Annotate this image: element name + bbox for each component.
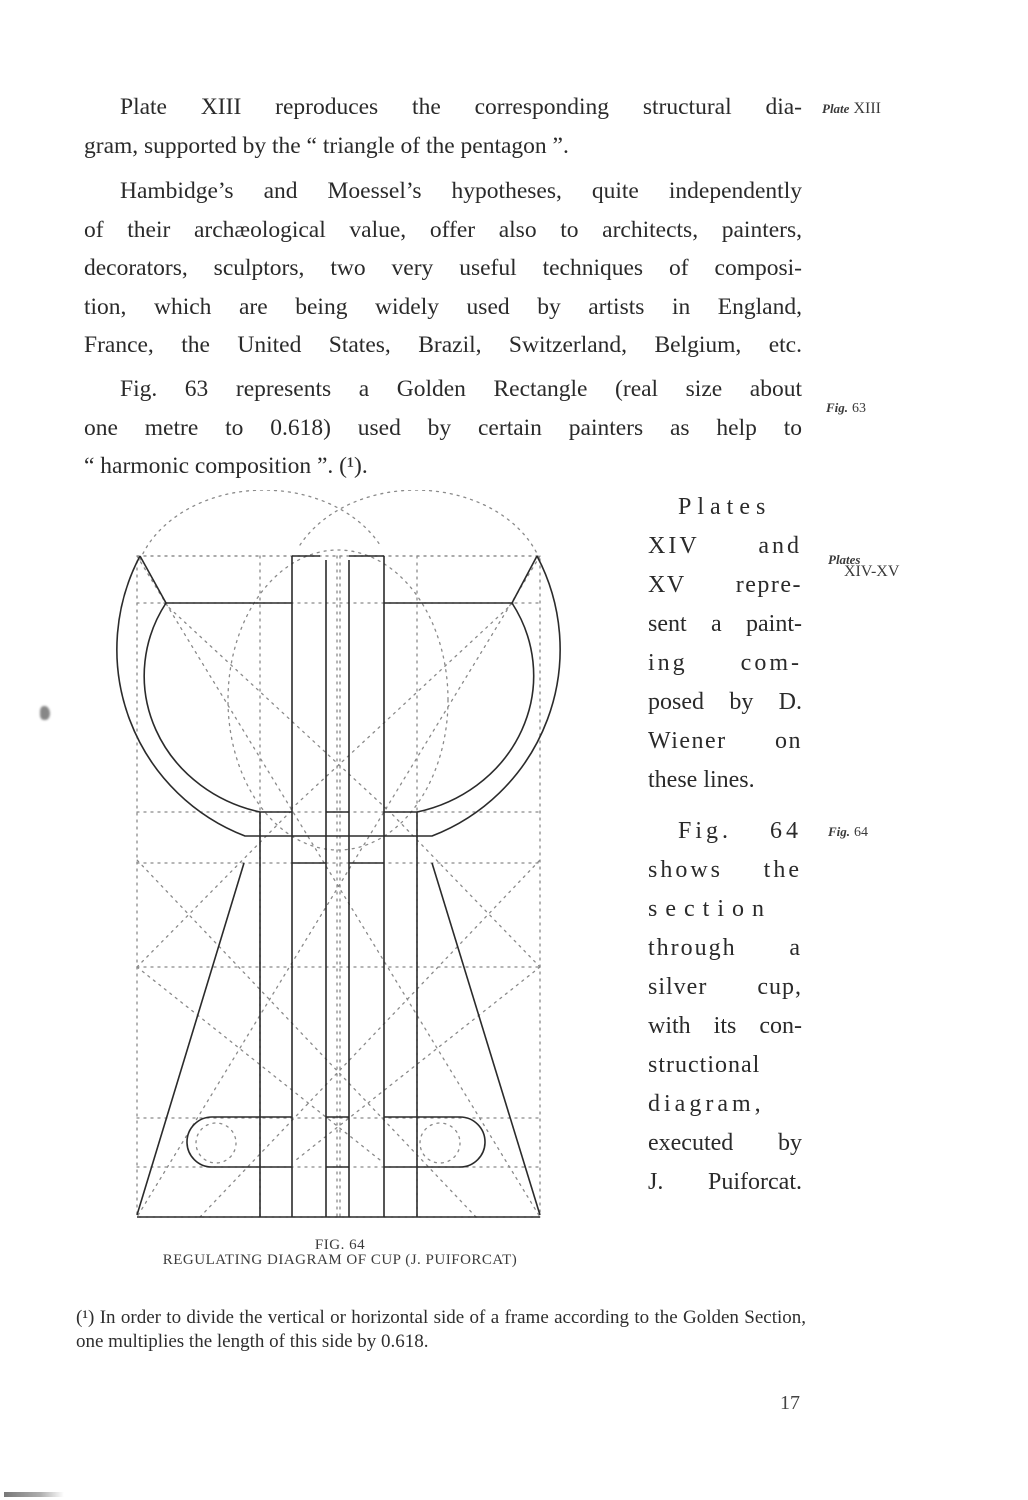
text-line: executed by: [648, 1130, 802, 1156]
margin-note-number: XIV-XV: [844, 563, 900, 580]
footnote: [76, 1306, 806, 1354]
margin-note-label: Fig.: [826, 400, 849, 415]
text-line: Plate XIII reproduces the corresponding structural dia-: [120, 94, 802, 120]
text-line: “ harmonic composition ”. (¹).: [84, 453, 368, 479]
text-line: these lines.: [648, 767, 755, 793]
side-column-plates: [648, 488, 802, 800]
margin-note-label: Plates: [828, 552, 861, 567]
text-line: through a: [648, 935, 802, 961]
text-line: shows the: [648, 857, 802, 883]
margin-note-fig-63: [826, 400, 866, 417]
page-number: 17: [780, 1392, 800, 1414]
paragraph-plate-xiii: [84, 88, 802, 165]
text-line: Plates: [678, 494, 772, 520]
text-line: sent a paint-: [648, 611, 802, 637]
margin-note-label: Fig.: [828, 824, 851, 839]
text-line: section: [648, 896, 772, 922]
text-line: tion, which are being widely used by artists in England,: [84, 293, 802, 320]
figure-caption: REGULATING DIAGRAM OF CUP (J. PUIFORCAT): [162, 1252, 518, 1268]
text-line: Hambidge’s and Moessel’s hypotheses, quite independently: [120, 178, 802, 204]
paragraph-fig-63: [84, 370, 802, 486]
text-line: XIV and: [648, 533, 802, 559]
margin-note-label: Plate: [822, 101, 850, 116]
cup-regulating-diagram: [100, 490, 580, 1230]
text-line: ing com-: [648, 650, 802, 676]
text-line: diagram,: [648, 1091, 765, 1117]
paragraph-hypotheses: [84, 172, 802, 365]
scan-edge-mark: [4, 1492, 64, 1497]
footnote-marker: (¹): [76, 1307, 95, 1328]
footnote-text: In order to divide the vertical or horizontal side of a frame according to the Golden Section, one multiplies the length of this side by 0.618.: [76, 1307, 807, 1352]
text-line: gram, supported by the “ triangle of the pentagon ”.: [84, 132, 569, 159]
figure-number: FIG. 64: [314, 1237, 366, 1253]
text-line: Wiener on: [648, 728, 802, 754]
text-line: Fig. 64: [678, 818, 802, 844]
text-line: J. Puiforcat.: [648, 1169, 802, 1195]
text-line: silver cup,: [648, 974, 802, 1000]
text-line: France, the United States, Brazil, Switzerland, Belgium, etc.: [84, 332, 802, 358]
margin-note-fig-64: [828, 824, 868, 841]
margin-note-number: 63: [852, 401, 867, 416]
margin-note-plates-xiv-xv: [828, 552, 899, 580]
text-line: posed by D.: [648, 689, 802, 715]
margin-note-plate-xiii: [822, 101, 881, 117]
text-line: with its con-: [648, 1013, 802, 1039]
construction-lines: [137, 490, 540, 1217]
text-line: decorators, sculptors, two very useful techniques of composi-: [84, 255, 802, 281]
text-line: one metre to 0.618) used by certain painters as help to: [84, 414, 802, 441]
margin-note-number: 64: [854, 825, 869, 840]
text-line: structional: [648, 1052, 761, 1078]
text-line: of their archæological value, offer also to architects, painters,: [84, 216, 802, 243]
side-column-fig-64: [648, 812, 802, 1202]
scan-smudge: [40, 706, 50, 720]
text-line: Fig. 63 represents a Golden Rectangle (real size about: [120, 376, 802, 402]
margin-note-number: XIII: [853, 100, 881, 117]
text-line: XV repre-: [648, 572, 802, 598]
